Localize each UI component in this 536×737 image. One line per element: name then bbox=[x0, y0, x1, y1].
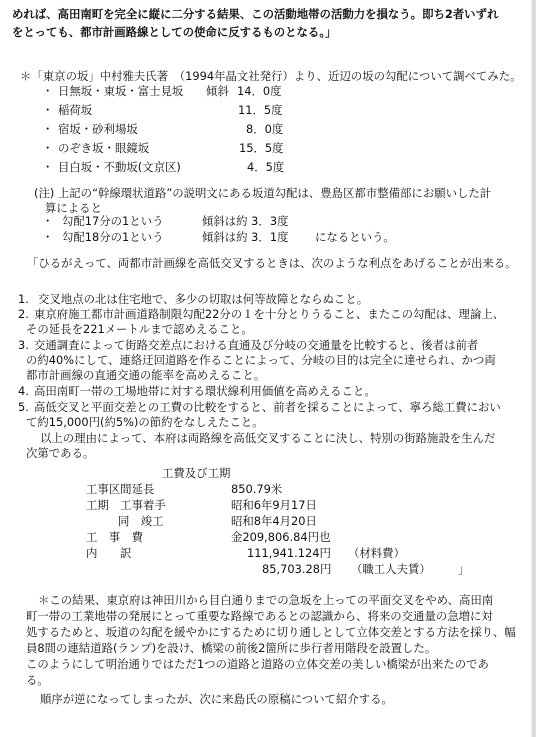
advantage-text: 都市計画線の直通交通の能率を高めえること。 bbox=[26, 368, 266, 382]
slope-name: 目白坂・不動坂(文京区) bbox=[58, 160, 181, 174]
cost-breakdown-close: 」 bbox=[458, 562, 470, 576]
quote-intro: 「ひるがえって、両都市計画線を高低交叉するときは、次のような利点をあげることが出来る。 bbox=[27, 256, 517, 270]
result-line-2: 町一帯の工業地帯の発展にとって重要な路線であるとの認識から、将来の交通量の急増に対 bbox=[26, 609, 493, 623]
intro-line-2: をとっても、都市計画路線としての使命に反するものとなる。」 bbox=[12, 25, 337, 39]
cost-breakdown-amount: 85,703.28円 bbox=[262, 562, 332, 576]
slope-value: 4．5度 bbox=[247, 160, 285, 174]
conclusion-line-2: 次第である。 bbox=[26, 446, 95, 460]
note-result: 傾斜は約 3．1度 bbox=[202, 230, 289, 244]
result-line-3: 処するためと、坂道の勾配を緩やかにするために切り通しとして立体交差とする方法を採り、幅 bbox=[26, 625, 516, 639]
advantage-text: その延長を221メートルまで認めえること。 bbox=[26, 322, 253, 336]
note-line-2: 算によると bbox=[45, 201, 102, 215]
advantage-number: 5. bbox=[18, 400, 29, 414]
slope-label: 傾斜 bbox=[206, 84, 229, 98]
note-bullet: ・ bbox=[42, 230, 54, 244]
advantage-number: 4. bbox=[18, 384, 29, 398]
advantage-number: 2. bbox=[18, 307, 29, 321]
advantage-text: の約40%にして、連絡迂回道路を作ることによって、分岐の目的は完全に達せられ、かつ両 bbox=[26, 353, 496, 367]
advantage-number: 1. bbox=[18, 292, 29, 306]
cost-row-label: 同 竣工 bbox=[118, 514, 164, 528]
slope-bullet: ・ bbox=[42, 160, 54, 174]
cost-row-label: 工事区間延長 bbox=[86, 482, 155, 496]
result-line-1: ＊この結果、東京府は神田川から目白通りまでの急坂を上っての平面交叉をやめ、高田南 bbox=[38, 593, 494, 607]
cost-table-title: 工費及び工期 bbox=[162, 466, 231, 480]
cost-row-value: 昭和8年4月20日 bbox=[231, 514, 317, 528]
note-ratio: 勾配18分の1という bbox=[62, 230, 164, 244]
slope-survey-intro: ＊「東京の坂」中村雅夫氏著 （1994年晶文社発行）より、近辺の坂の勾配について調べてみた。 bbox=[20, 69, 522, 83]
advantage-text: 交叉地点の北は住宅地で、多少の切取は何等故障とならぬこと。 bbox=[38, 292, 369, 306]
note-result: 傾斜は約 3．3度 bbox=[202, 214, 289, 228]
result-line-4: 員8間の連結道路(ランプ)を設け、橋梁の前後2箇所に歩行者用階段を設置した。 bbox=[26, 641, 437, 655]
note-ratio: 勾配17分の1という bbox=[62, 214, 164, 228]
cost-breakdown-amount: 111,941.124円 bbox=[247, 546, 331, 560]
cost-row-value: 850.79米 bbox=[231, 482, 283, 496]
advantage-number: 3. bbox=[18, 338, 29, 352]
slope-value: 15．5度 bbox=[239, 141, 284, 155]
page-edge-shadow bbox=[530, 0, 536, 737]
advantage-text: 高田南町一帯の工場地帯に対する環状線利用価値を高めえること。 bbox=[34, 384, 376, 398]
result-line-5: このようにして明治通りではただ1つの道路と道路の立体交差の美しい橋梁が出来たのであ bbox=[26, 657, 489, 671]
advantage-text: 東京府施工都市計画道路制限勾配22分の１を十分とりうること、またこの勾配は、理論上、 bbox=[34, 307, 505, 321]
slope-name: のぞき坂・眼鏡坂 bbox=[58, 141, 150, 155]
advantage-text: て約15,000円(約5%)の節約をなしえたこと。 bbox=[26, 415, 264, 429]
slope-value: 11．5度 bbox=[238, 103, 283, 117]
slope-name: 宿坂・砂利場坂 bbox=[58, 122, 138, 136]
slope-name: 日無坂・東坂・富士見坂 bbox=[58, 84, 184, 98]
result-line-6: る。 bbox=[26, 673, 49, 687]
slope-bullet: ・ bbox=[42, 122, 54, 136]
slope-name: 稲荷坂 bbox=[58, 103, 93, 117]
note-tail: になるという。 bbox=[315, 230, 395, 244]
cost-breakdown-note: （材料費） bbox=[348, 546, 405, 560]
advantage-text: 交通調査によって街路交差点における直通及び分岐の交通量を比較すると、後者は前者 bbox=[34, 338, 479, 352]
cost-row-value: 昭和6年9月17日 bbox=[231, 498, 317, 512]
note-line-1: (注) 上記の“幹線環状道路”の説明文にある坂道勾配は、豊島区都市整備部にお願いした計 bbox=[34, 186, 492, 200]
slope-value: 14．0度 bbox=[237, 84, 282, 98]
slope-bullet: ・ bbox=[42, 103, 54, 117]
conclusion-line-1: 以上の理由によって、本府は両路線を高低交叉することに決し、特別の街路施設を生んだ bbox=[40, 431, 496, 445]
closing-line: 順序が逆になってしまったが、次に来島氏の原稿について紹介する。 bbox=[40, 692, 393, 706]
note-bullet: ・ bbox=[42, 214, 54, 228]
slope-bullet: ・ bbox=[42, 84, 54, 98]
slope-value: 8．0度 bbox=[246, 122, 284, 136]
advantage-text: 高低交叉と平面交差との工費の比較をすると、前者を採ることによって、寧ろ総工費におい bbox=[34, 400, 501, 414]
cost-row-value: 金209,806.84円也 bbox=[231, 530, 331, 544]
slope-bullet: ・ bbox=[42, 141, 54, 155]
cost-row-label: 工 事 費 bbox=[86, 530, 143, 544]
cost-breakdown-note: （職工人夫賃） bbox=[351, 562, 431, 576]
intro-line-1: めれば、高田南町を完全に縦に二分する結果、この活動地帯の活動力を損なう。即ち2者いずれ bbox=[12, 7, 499, 21]
cost-breakdown-label: 内 訳 bbox=[86, 546, 132, 560]
cost-row-label: 工期 工事着手 bbox=[86, 498, 166, 512]
